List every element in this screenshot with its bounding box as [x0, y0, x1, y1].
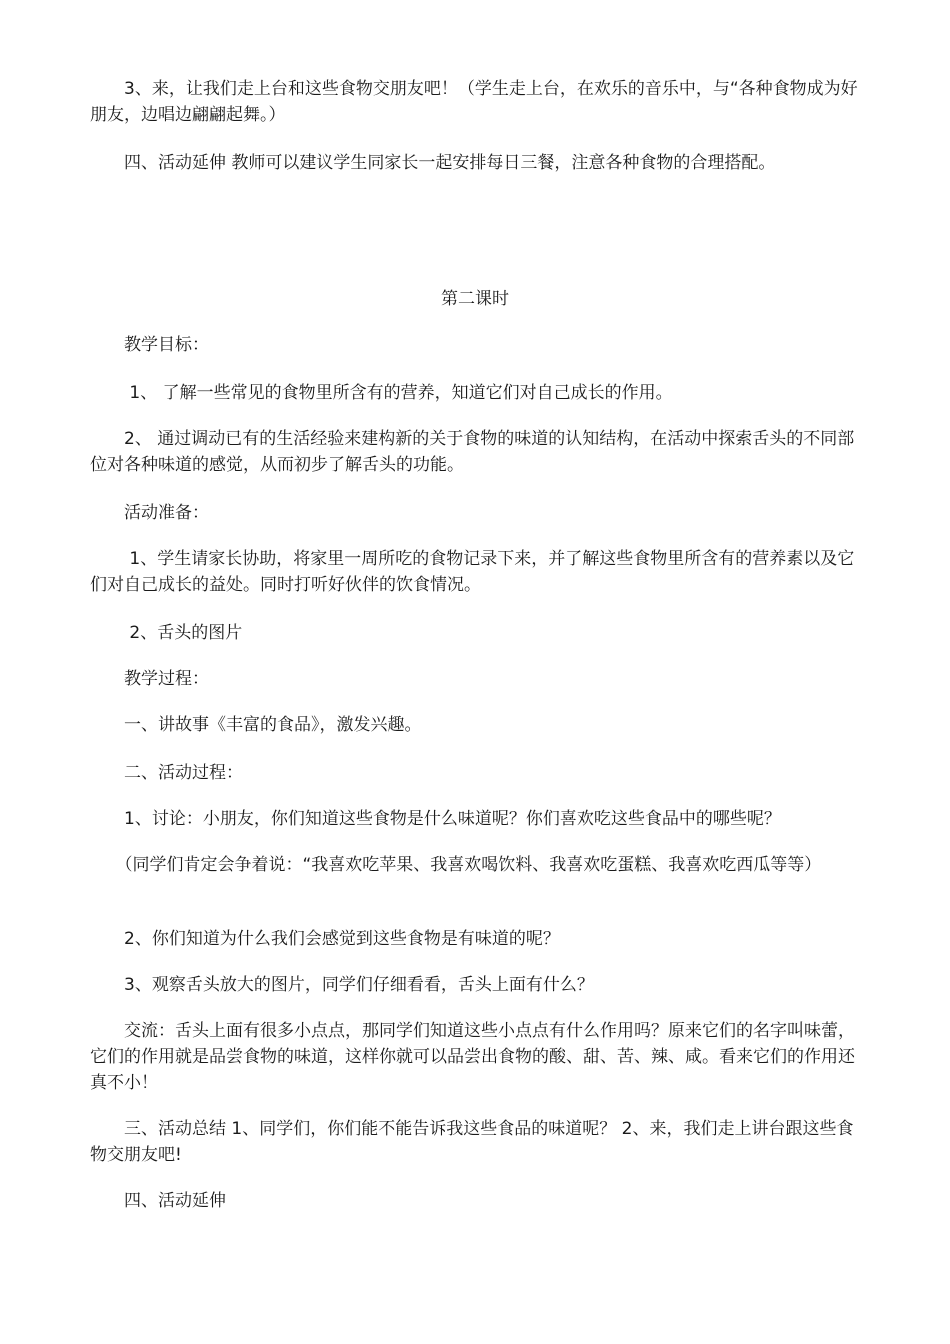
paragraph-preparation-2: 2、舌头的图片	[90, 623, 243, 643]
paragraph-preparation-label: 活动准备：	[90, 503, 209, 523]
section-heading-lesson2: 第二课时	[441, 289, 509, 309]
paragraph-process-1: 一、讲故事《丰富的食品》，激发兴趣。	[90, 715, 422, 735]
paragraph-process-label: 教学过程：	[90, 669, 209, 689]
paragraph-question-taste: 2、你们知道为什么我们会感觉到这些食物是有味道的呢？	[90, 929, 560, 949]
paragraph-summary: 三、活动总结 1、同学们，你们能不能告诉我这些食品的味道呢？ 2、来，我们走上讲台跟这些食物交朋友吧!	[90, 1119, 854, 1165]
paragraph-lesson1-extension: 四、活动延伸 教师可以建议学生同家长一起安排每日三餐，注意各种食物的合理搭配。	[90, 153, 776, 173]
paragraph-goal-2: 2、 通过调动已有的生活经验来建构新的关于食物的味道的认知结构，在活动中探索舌头的不同部位对各种味道的感觉，从而初步了解舌头的功能。	[90, 429, 855, 475]
paragraph-extension: 四、活动延伸	[90, 1191, 226, 1211]
paragraph-goal-1: 1、 了解一些常见的食物里所含有的营养，知道它们对自己成长的作用。	[90, 383, 673, 403]
paragraph-observe-tongue: 3、观察舌头放大的图片，同学们仔细看看，舌头上面有什么？	[90, 975, 594, 995]
paragraph-preparation-1: 1、学生请家长协助，将家里一周所吃的食物记录下来，并了解这些食物里所含有的营养素以及它们对自己成长的益处。同时打听好伙伴的饮食情况。	[90, 549, 855, 595]
paragraph-teaching-goals-label: 教学目标：	[90, 335, 209, 355]
paragraph-lesson1-step3: 3、来，让我们走上台和这些食物交朋友吧！（学生走上台，在欢乐的音乐中，与“各种食物成为好朋友，边唱边翩翩起舞。）	[90, 79, 858, 125]
paragraph-exchange: 交流：舌头上面有很多小点点，那同学们知道这些小点点有什么作用吗？原来它们的名字叫味蕾，它们的作用就是品尝食物的味道，这样你就可以品尝出食物的酸、甜、苦、辣、咸。看来它们的作用还真不小！	[90, 1021, 855, 1093]
paragraph-student-answers: （同学们肯定会争着说：“我喜欢吃苹果、我喜欢喝饮料、我喜欢吃蛋糕、我喜欢吃西瓜等等）	[90, 855, 822, 875]
paragraph-process-2: 二、活动过程：	[90, 763, 243, 783]
paragraph-discussion: 1、讨论：小朋友，你们知道这些食物是什么味道呢？你们喜欢吃这些食品中的哪些呢？	[90, 809, 781, 829]
